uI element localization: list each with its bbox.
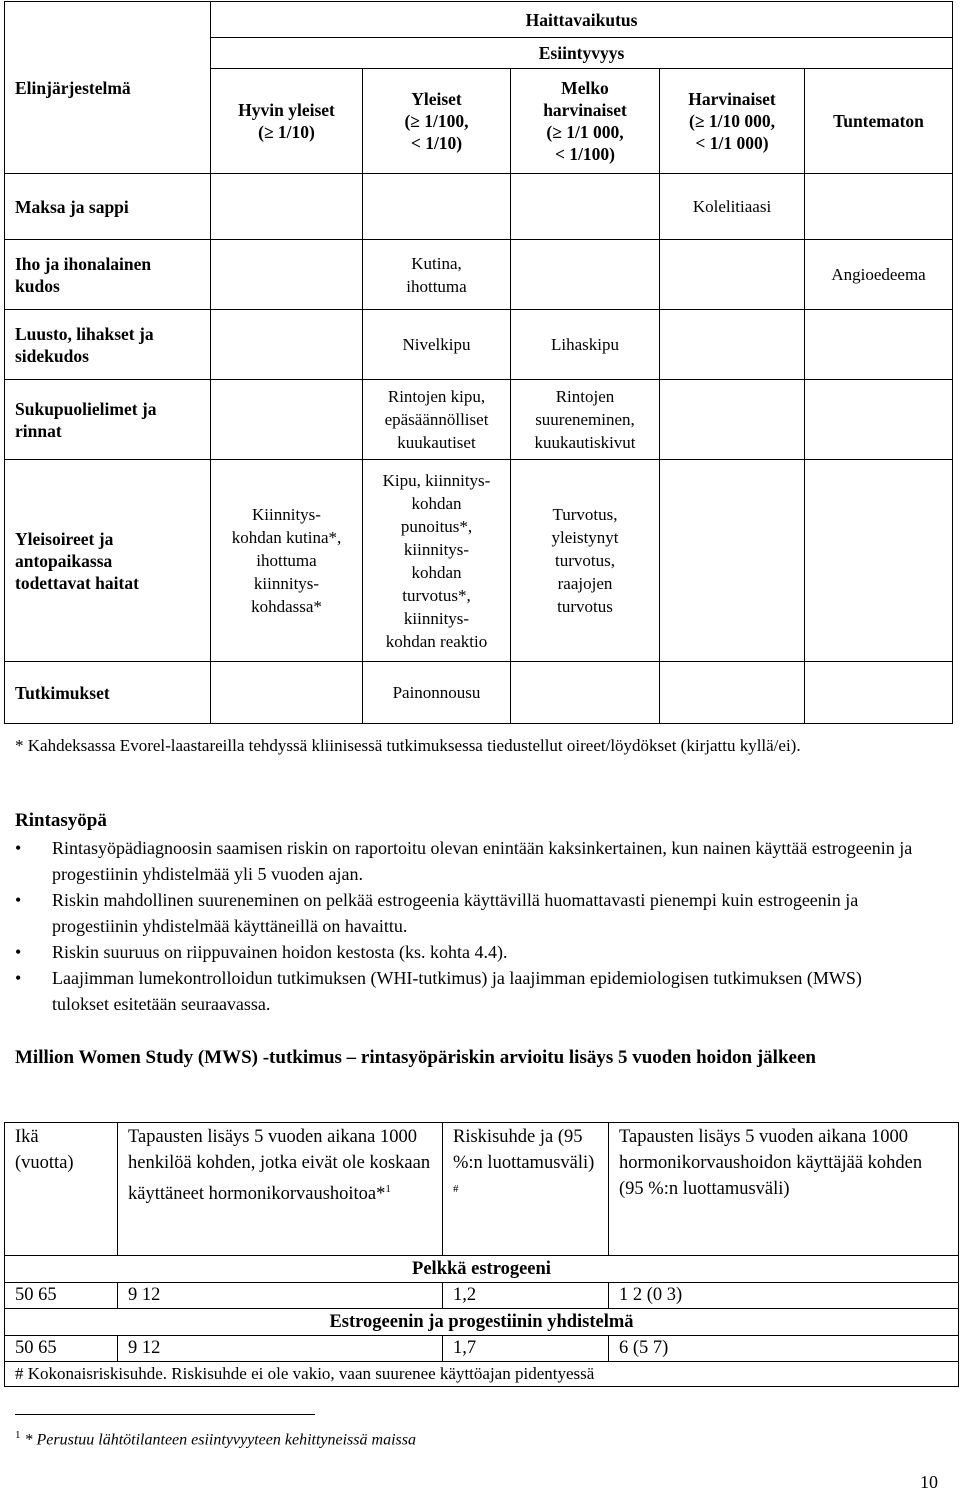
table-cell: Turvotus, yleistynyt turvotus, raajojen turvotus [511, 460, 660, 662]
table-cell [511, 240, 660, 310]
header-col-uncommon: Melko harvinaiset (≥ 1/1 000, < 1/100) [511, 69, 660, 174]
table-cell [805, 310, 953, 380]
table-cell: 9 12 [118, 1336, 443, 1362]
table-cell [211, 662, 363, 724]
table-cell: 50 65 [5, 1283, 118, 1309]
header-esiintyvyys: Esiintyvyys [211, 38, 953, 69]
table-cell [211, 310, 363, 380]
header-haittavaikutus: Haittavaikutus [211, 2, 953, 38]
table-cell [805, 380, 953, 460]
group-header-combination: Estrogeenin ja progestiinin yhdistelmä [5, 1309, 959, 1336]
col-header-cases-nonusers: Tapausten lisäys 5 vuoden aikana 1000 henkilöä kohden, jotka eivät ole koskaan käyttäneet hormonikorvaushoitoa*$^1$ [118, 1123, 443, 1256]
col-header-cases-users: Tapausten lisäys 5 vuoden aikana 1000 hormonikorvaushoidon käyttäjää kohden (95 %:n luottamusväli) [609, 1123, 959, 1256]
table-cell: 1,2 [443, 1283, 609, 1309]
footnote-text: * Perustuu lähtötilanteen esiintyvyyteen kehittyneissä maissa [24, 1431, 416, 1449]
header-system: Elinjärjestelmä [5, 2, 211, 174]
mws-table [4, 1122, 959, 1387]
header-col-common: Yleiset (≥ 1/100, < 1/10) [363, 69, 511, 174]
table-cell: Kutina, ihottuma [363, 240, 511, 310]
adverse-effects-table [4, 1, 953, 724]
table-cell [660, 310, 805, 380]
table1-footnote: * Kahdeksassa Evorel-laastareilla tehdyssä kliinisessä tutkimuksessa tiedustellut oireet/löydökset (kirjattu kyllä/ei). [15, 736, 801, 755]
table-cell: 9 12 [118, 1283, 443, 1309]
page-footnote [15, 1424, 416, 1451]
table-cell: Kolelitiaasi [660, 174, 805, 240]
table-cell: Nivelkipu [363, 310, 511, 380]
col-header-risk-ratio: Riskisuhde ja (95 %:n luottamusväli) # [443, 1123, 609, 1256]
table-cell: 6 (5 7) [609, 1336, 959, 1362]
table-cell: 50 65 [5, 1336, 118, 1362]
hash-marker: # [453, 1183, 459, 1195]
row-system-label: Luusto, lihakset ja sidekudos [5, 310, 211, 380]
bullet-icon: • [15, 838, 22, 858]
table-cell [211, 240, 363, 310]
table-cell: Kipu, kiinnitys- kohdan punoitus*, kiinnitys- kohdan turvotus*, kiinnitys- kohdan reaktio [363, 460, 511, 662]
footnote-number: 1 [15, 1429, 21, 1441]
footnote-marker: 1 [385, 1183, 391, 1195]
bullet-text: Riskin mahdollinen suureneminen on pelkää estrogeenia käyttävillä huomattavasti pienempi kuin estrogeenin ja progestiinin yhdistelmää käyttäneillä on havaittu. [52, 890, 859, 936]
table-cell: Kiinnitys- kohdan kutina*, ihottuma kiinnitys- kohdassa* [211, 460, 363, 662]
table-cell: Painonnousu [363, 662, 511, 724]
table-cell [805, 174, 953, 240]
bullet-icon: • [15, 968, 22, 988]
table-cell: 1,7 [443, 1336, 609, 1362]
table-cell: Lihaskipu [511, 310, 660, 380]
col-header-age: Ikä (vuotta) [5, 1123, 118, 1256]
table-cell: 1 2 (0 3) [609, 1283, 959, 1309]
bullet-text: Riskin suuruus on riippuvainen hoidon kestosta (ks. kohta 4.4). [52, 942, 508, 962]
row-system-label: Yleisoireet ja antopaikassa todettavat haitat [5, 460, 211, 662]
header-col-very-common: Hyvin yleiset (≥ 1/10) [211, 69, 363, 174]
bullet-icon: • [15, 890, 22, 910]
table-cell: Rintojen kipu, epäsäännölliset kuukautiset [363, 380, 511, 460]
row-system-label: Sukupuolielimet ja rinnat [5, 380, 211, 460]
table-cell [511, 662, 660, 724]
footnote-divider [15, 1414, 315, 1415]
table-cell [660, 240, 805, 310]
table-cell [805, 460, 953, 662]
bullet-text: Rintasyöpädiagnoosin saamisen riskin on raportoitu olevan enintään kaksinkertainen, kun nainen käyttää estrogeenin ja progestiinin yhdistelmää yli 5 vuoden ajan. [52, 838, 913, 884]
row-system-label: Iho ja ihonalainen kudos [5, 240, 211, 310]
table-cell [805, 662, 953, 724]
mws-heading: Million Women Study (MWS) -tutkimus – rintasyöpäriskin arvioitu lisäys 5 vuoden hoidon jälkeen [15, 1047, 816, 1068]
group-header-estrogen: Pelkkä estrogeeni [5, 1256, 959, 1283]
table-cell: Rintojen suureneminen, kuukautiskivut [511, 380, 660, 460]
mws-table-footnote: # Kokonaisriskisuhde. Riskisuhde ei ole vakio, vaan suurenee käyttöajan pidentyessä [5, 1362, 959, 1387]
table-cell [363, 174, 511, 240]
page-number: 10 [920, 1472, 938, 1492]
bullet-text: Laajimman lumekontrolloidun tutkimuksen (WHI-tutkimus) ja laajimman epidemiologisen tutkimuksen (MWS) tulokset esitetään seuraavassa. [52, 968, 862, 1014]
bullet-icon: • [15, 942, 22, 962]
table-cell [660, 380, 805, 460]
row-system-label: Maksa ja sappi [5, 174, 211, 240]
header-col-unknown: Tuntematon [805, 69, 953, 174]
table-cell [511, 174, 660, 240]
row-system-label: Tutkimukset [5, 662, 211, 724]
table-cell [211, 174, 363, 240]
table-cell [660, 460, 805, 662]
section-title: Rintasyöpä [15, 810, 107, 831]
header-col-rare: Harvinaiset (≥ 1/10 000, < 1/1 000) [660, 69, 805, 174]
table-cell [211, 380, 363, 460]
table-cell: Angioedeema [805, 240, 953, 310]
table-cell [660, 662, 805, 724]
